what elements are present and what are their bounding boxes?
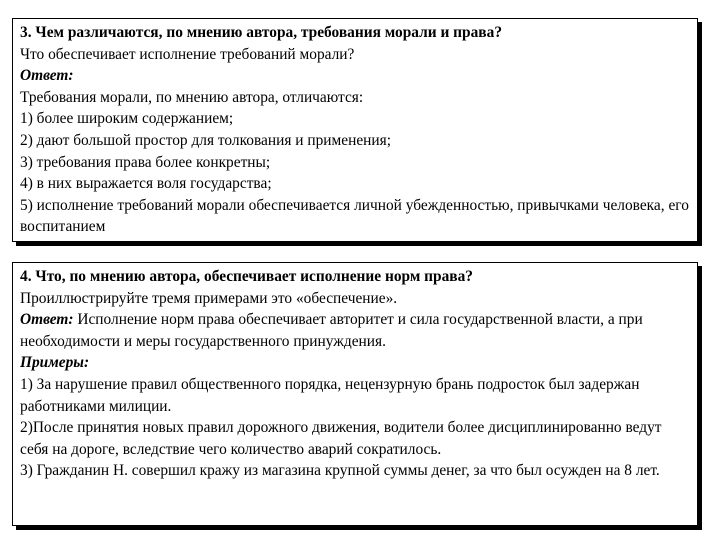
examples-label: Примеры:	[20, 354, 90, 372]
question-3-subquestion: Что обеспечивает исполнение требований морали?	[20, 45, 355, 63]
example-item: 2)После принятия новых правил дорожного движения, водители более дисциплинированно ведут себя на дороге, вследствие чего количество аварий сократилось.	[20, 419, 662, 458]
question-3-title: . Чем различаются, по мнению автора, требования морали и права?	[27, 24, 503, 41]
question-3-card	[12, 18, 698, 242]
question-4-subquestion: Проиллюстрируйте тремя примерами это «обеспечение».	[20, 289, 398, 307]
answer-item: 1) более широким содержанием;	[20, 110, 234, 128]
question-3-heading	[20, 22, 690, 44]
answer-label: Ответ:	[20, 67, 74, 85]
answer-item: 2) дают большой простор для толкования и применения;	[20, 131, 391, 149]
answer-item: 5) исполнение требований морали обеспечивается личной убежденностью, привычками человека, его воспитанием	[20, 196, 689, 236]
answer-item: 4) в них выражается воля государства;	[20, 175, 272, 193]
question-4-number: 4	[20, 268, 28, 285]
example-item: 1) За нарушение правил общественного порядка, нецензурную брань подросток был задержан работниками милиции.	[20, 375, 640, 415]
answer-text: Исполнение норм права обеспечивает авторитет и сила государственной власти, а при необходимости и меры государственного принуждения.	[20, 311, 643, 350]
question-3-number: 3	[20, 24, 28, 41]
answer-item: 3) требования права более конкретны;	[20, 153, 271, 171]
question-4-heading	[20, 266, 690, 288]
example-item: 3) Гражданин Н. совершил кражу из магазина крупной суммы денег, за что был осужден на 8 лет.	[20, 462, 660, 480]
question-4-card	[12, 262, 698, 526]
answer-label: Ответ:	[20, 311, 74, 329]
answer-paragraph	[20, 309, 690, 352]
question-4-title: . Что, по мнению автора, обеспечивает исполнение норм права?	[27, 268, 474, 285]
answer-intro: Требования морали, по мнению автора, отличаются:	[20, 88, 364, 106]
